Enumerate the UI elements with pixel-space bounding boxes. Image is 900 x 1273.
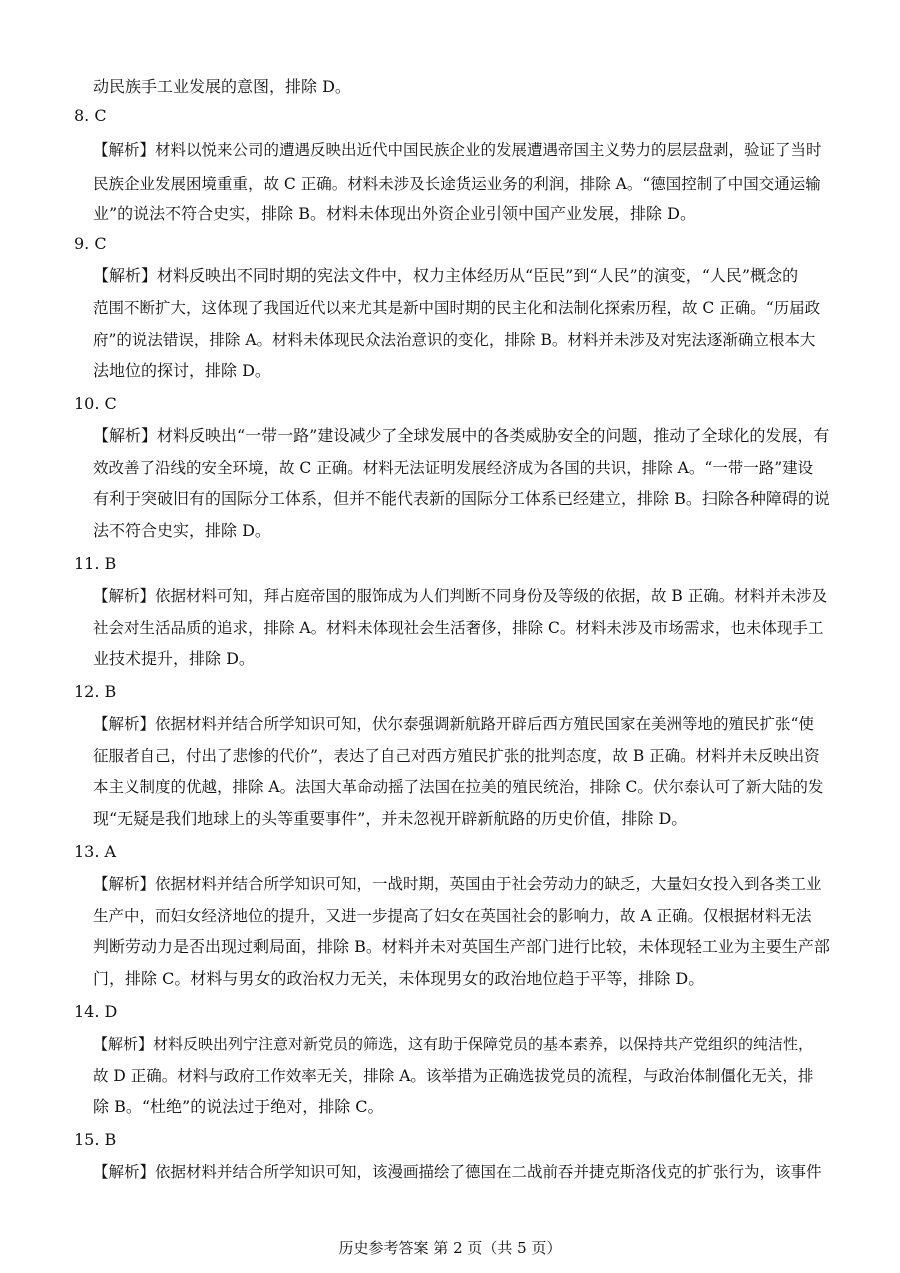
answer-number: 10. C	[74, 394, 117, 413]
text-line: 法不符合史实，排除 D。	[93, 521, 271, 540]
text-line: 业技术提升，排除 D。	[93, 649, 255, 668]
answer-number: 14. D	[74, 1002, 118, 1021]
answer-number: 9. C	[74, 234, 107, 253]
text-line: 【解析】依据材料并结合所学知识可知，一战时期，英国由于社会劳动力的缺乏，大量妇女投入到各类工业	[93, 875, 822, 893]
text-line: 有利于突破旧有的国际分工体系，但并不能代表新的国际分工体系已经建立，排除 B。扫除各种障碍的说	[93, 489, 830, 508]
text-line: 门，排除 C。材料与男女的政治权力无关，未体现男女的政治地位趋于平等，排除 D。	[93, 969, 705, 988]
answer-number: 13. A	[74, 842, 117, 861]
answer-number: 12. B	[74, 682, 117, 701]
text-line: 【解析】依据材料并结合所学知识可知，伏尔泰强调新航路开辟后西方殖民国家在美洲等地的殖民扩张“使	[93, 715, 814, 733]
text-line: 【解析】材料反映出不同时期的宪法文件中，权力主体经历从“臣民”到“人民”的演变，“人民”概念的	[93, 266, 799, 285]
text-line: 现“无疑是我们地球上的头等重要事件”，并未忽视开辟新航路的历史价值，排除 D。	[93, 809, 688, 828]
text-line: 【解析】材料以悦来公司的遭遇反映出近代中国民族企业的发展遭遇帝国主义势力的层层盘剥，验证了当时	[93, 141, 822, 159]
answer-number: 8. C	[74, 106, 107, 125]
text-line: 社会对生活品质的追求，排除 A。材料未体现社会生活奢侈，排除 C。材料未涉及市场需求，也未体现手工	[93, 619, 824, 637]
text-line: 业”的说法不符合史实，排除 B。材料未体现出外资企业引领中国产业发展，排除 D。	[93, 204, 696, 223]
text-line: 府”的说法错误，排除 A。材料未体现民众法治意识的变化，排除 B。材料并未涉及对宪法逐渐确立根本大	[93, 331, 816, 349]
text-line: 范围不断扩大，这体现了我国近代以来尤其是新中国时期的民主化和法制化探索历程，故 C 正确。“历届政	[93, 299, 821, 317]
text-line: 除 B。“杜绝”的说法过于绝对，排除 C。	[93, 1097, 384, 1116]
answer-number: 11. B	[74, 554, 117, 573]
text-line: 判断劳动力是否出现过剩局面，排除 B。材料并未对英国生产部门进行比较，未体现轻工业为主要生产部	[93, 937, 830, 956]
text-line: 【解析】材料反映出列宁注意对新党员的筛选，这有助于保障党员的基本素养，以保持共产党组织的纯洁性，	[93, 1035, 814, 1053]
text-line: 效改善了沿线的安全环境，故 C 正确。材料无法证明发展经济成为各国的共识，排除 A。“一带一路”建设	[93, 459, 814, 477]
text-line: 【解析】依据材料并结合所学知识可知，该漫画描绘了德国在二战前吞并捷克斯洛伐克的扩张行为，该事件	[93, 1163, 822, 1181]
text-line: 民族企业发展困境重重，故 C 正确。材料未涉及长途货运业务的利润，排除 A。“德国控制了中国交通运输	[93, 175, 821, 193]
answer-number: 15. B	[74, 1130, 117, 1149]
text-line: 法地位的探讨，排除 D。	[93, 361, 271, 380]
text-line: 本主义制度的优越，排除 A。法国大革命动摇了法国在拉美的殖民统治，排除 C。伏尔泰认可了新大陆的发	[93, 778, 824, 796]
text-line: 动民族手工业发展的意图，排除 D。	[93, 77, 351, 96]
page-footer: 历史参考答案 第 2 页（共 5 页）	[338, 1239, 562, 1257]
text-line: 【解析】材料反映出“一带一路”建设减少了全球发展中的各类威胁安全的问题，推动了全球化的发展，有	[93, 426, 830, 445]
text-line: 生产中，而妇女经济地位的提升，又进一步提高了妇女在英国社会的影响力，故 A 正确。仅根据材料无法	[93, 907, 812, 925]
text-line: 故 D 正确。材料与政府工作效率无关，排除 A。该举措为正确选拔党员的流程，与政治体制僵化无关，排	[93, 1067, 814, 1085]
text-line: 【解析】依据材料可知，拜占庭帝国的服饰成为人们判断不同身份及等级的依据，故 B 正确。材料并未涉及	[93, 587, 828, 605]
text-line: 征服者自己，付出了悲惨的代价”，表达了自己对西方殖民扩张的批判态度，故 B 正确。材料并未反映出资	[93, 747, 820, 765]
